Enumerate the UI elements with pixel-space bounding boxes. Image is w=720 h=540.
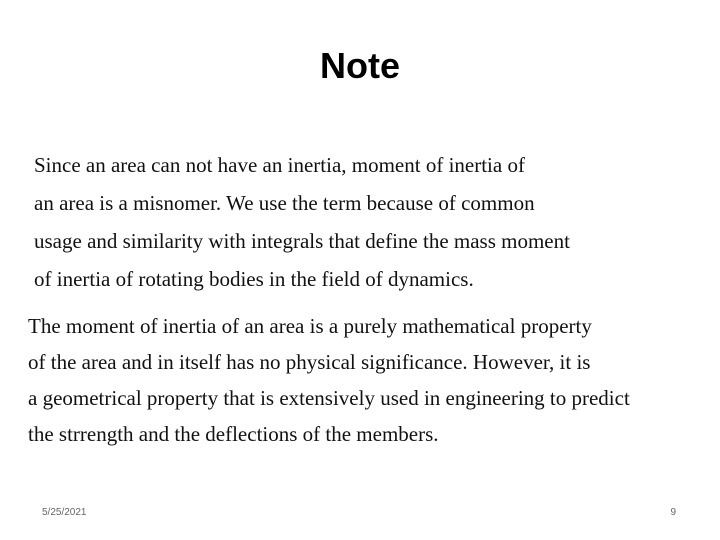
footer-page-number: 9 — [670, 507, 676, 518]
paragraph-line: the strrength and the deflections of the members. — [28, 422, 439, 446]
slide-title: Note — [320, 45, 400, 86]
footer-date: 5/25/2021 — [42, 507, 87, 518]
paragraph-line: The moment of inertia of an area is a purely mathematical property — [28, 314, 592, 338]
paragraph-line: a geometrical property that is extensively used in engineering to predict — [28, 386, 630, 410]
paragraph-misnomer — [34, 146, 570, 298]
paragraph-line: Since an area can not have an inertia, moment of inertia of — [34, 153, 525, 177]
paragraph-line: an area is a misnomer. We use the term because of common — [34, 191, 535, 215]
paragraph-geometric-property — [28, 308, 630, 452]
paragraph-line: of the area and in itself has no physical significance. However, it is — [28, 350, 591, 374]
paragraph-line: usage and similarity with integrals that define the mass moment — [34, 229, 570, 253]
paragraph-line: of inertia of rotating bodies in the field of dynamics. — [34, 267, 474, 291]
